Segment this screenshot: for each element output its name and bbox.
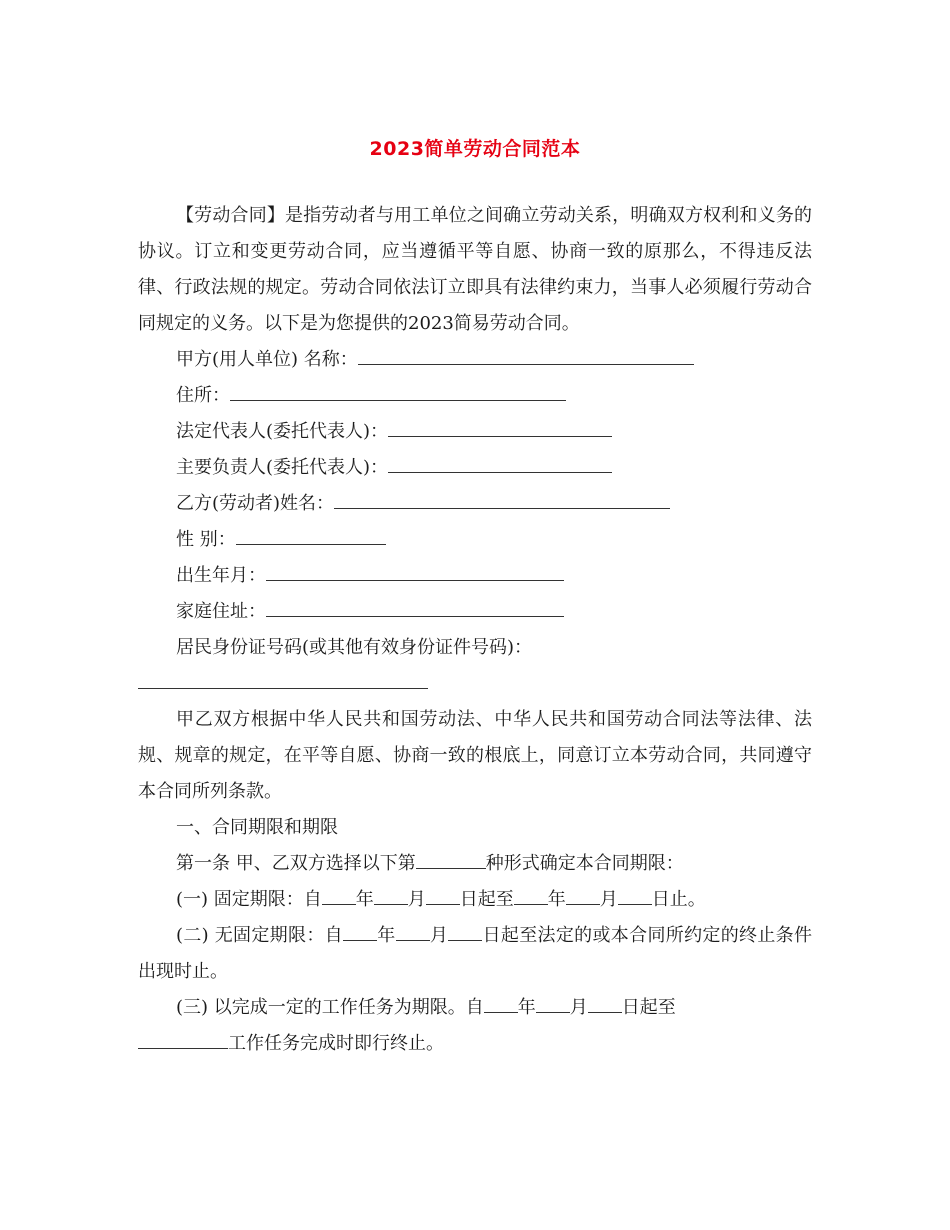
article-1-line	[138, 846, 812, 882]
address-blank[interactable]	[230, 386, 566, 401]
task-start-year-text: 年	[517, 997, 536, 1018]
open-start-month-blank[interactable]	[396, 926, 430, 941]
address-line	[138, 378, 812, 414]
fixed-end-year-blank[interactable]	[514, 890, 548, 905]
task-start-month-blank[interactable]	[536, 998, 570, 1013]
party-a-name-blank[interactable]	[358, 350, 694, 365]
intro-paragraph: 【劳动合同】是指劳动者与用工单位之间确立劳动关系，明确双方权利和义务的协议。订立和变更劳动合同，应当遵循平等自愿、协商一致的原那么，不得违反法律、行政法规的规定。劳动合同依法订立即具有法律约束力，当事人必须履行劳动合同规定的义务。以下是为您提供的2023简易劳动合同。	[138, 205, 812, 334]
party-a-name-label: 甲方(用人单位) 名称：	[176, 349, 358, 370]
birth-blank[interactable]	[266, 566, 564, 581]
article-1-text-after: 种形式确定本合同期限：	[485, 853, 684, 874]
task-term-end-line	[138, 1026, 812, 1062]
section-1-heading: 一、合同期限和期限	[176, 817, 338, 838]
open-start-year-blank[interactable]	[343, 926, 377, 941]
party-b-name-blank[interactable]	[334, 494, 670, 509]
task-term-end-text: 工作任务完成时即行终止。	[228, 1033, 444, 1054]
open-start-day-blank[interactable]	[448, 926, 482, 941]
fixed-end-year-text: 年	[547, 889, 566, 910]
address-label: 住所：	[176, 385, 230, 406]
task-term-label: (三) 以完成一定的工作任务为期限。自	[176, 997, 484, 1018]
fixed-start-month-text: 月	[407, 889, 426, 910]
gender-blank[interactable]	[236, 530, 386, 545]
article-1-text-before: 第一条 甲、乙双方选择以下第	[176, 853, 416, 874]
legal-rep-line	[138, 414, 812, 450]
fixed-term-line	[138, 882, 812, 918]
task-start-day-blank[interactable]	[588, 998, 622, 1013]
home-address-label: 家庭住址：	[176, 601, 266, 622]
task-start-month-text: 月	[569, 997, 588, 1018]
principal-blank[interactable]	[388, 458, 612, 473]
fixed-end-month-blank[interactable]	[566, 890, 600, 905]
fixed-end-text: 日止。	[651, 889, 706, 910]
legal-rep-label: 法定代表人(委托代表人)：	[176, 421, 389, 442]
task-start-year-blank[interactable]	[484, 998, 518, 1013]
fixed-start-year-blank[interactable]	[322, 890, 356, 905]
open-start-month-text: 月	[429, 925, 449, 946]
party-b-name-label: 乙方(劳动者)姓名：	[176, 493, 335, 514]
fixed-end-month-text: 月	[599, 889, 618, 910]
task-description-blank[interactable]	[138, 1034, 228, 1049]
gender-line	[138, 522, 812, 558]
gender-label: 性 别：	[176, 529, 236, 550]
open-term-rest: 日起至法定的或本合同所约定的终止条件出现时止。	[138, 925, 812, 982]
open-term-label: (二) 无固定期限：自	[176, 925, 343, 946]
task-term-line	[138, 990, 812, 1026]
document-body	[138, 198, 812, 1062]
basis-paragraph: 甲乙双方根据中华人民共和国劳动法、中华人民共和国劳动合同法等法律、法规、规章的规定，在平等自愿、协商一致的根底上，同意订立本劳动合同，共同遵守本合同所列条款。	[138, 709, 812, 802]
fixed-term-label: (一) 固定期限：自	[176, 889, 322, 910]
fixed-start-year-text: 年	[355, 889, 374, 910]
fixed-end-day-blank[interactable]	[618, 890, 652, 905]
task-day-to-text: 日起至	[621, 997, 676, 1018]
article-1-choice-blank[interactable]	[416, 854, 486, 869]
fixed-start-day-blank[interactable]	[426, 890, 460, 905]
id-number-line	[138, 630, 812, 666]
birth-line	[138, 558, 812, 594]
fixed-day-to-text: 日起至	[459, 889, 514, 910]
party-b-name-line	[138, 486, 812, 522]
legal-rep-blank[interactable]	[388, 422, 612, 437]
birth-label: 出生年月：	[176, 565, 266, 586]
id-number-label: 居民身份证号码(或其他有效身份证件号码)：	[176, 637, 533, 658]
party-a-name-line	[138, 342, 812, 378]
document-title: 2023简单劳动合同范本	[369, 138, 581, 160]
home-address-line	[138, 594, 812, 630]
principal-label: 主要负责人(委托代表人)：	[176, 457, 389, 478]
open-start-year-text: 年	[376, 925, 396, 946]
id-number-blank[interactable]	[138, 674, 428, 689]
open-term-paragraph	[138, 918, 812, 990]
fixed-start-month-blank[interactable]	[374, 890, 408, 905]
principal-line	[138, 450, 812, 486]
home-address-blank[interactable]	[266, 602, 564, 617]
id-number-blank-line	[138, 666, 812, 702]
